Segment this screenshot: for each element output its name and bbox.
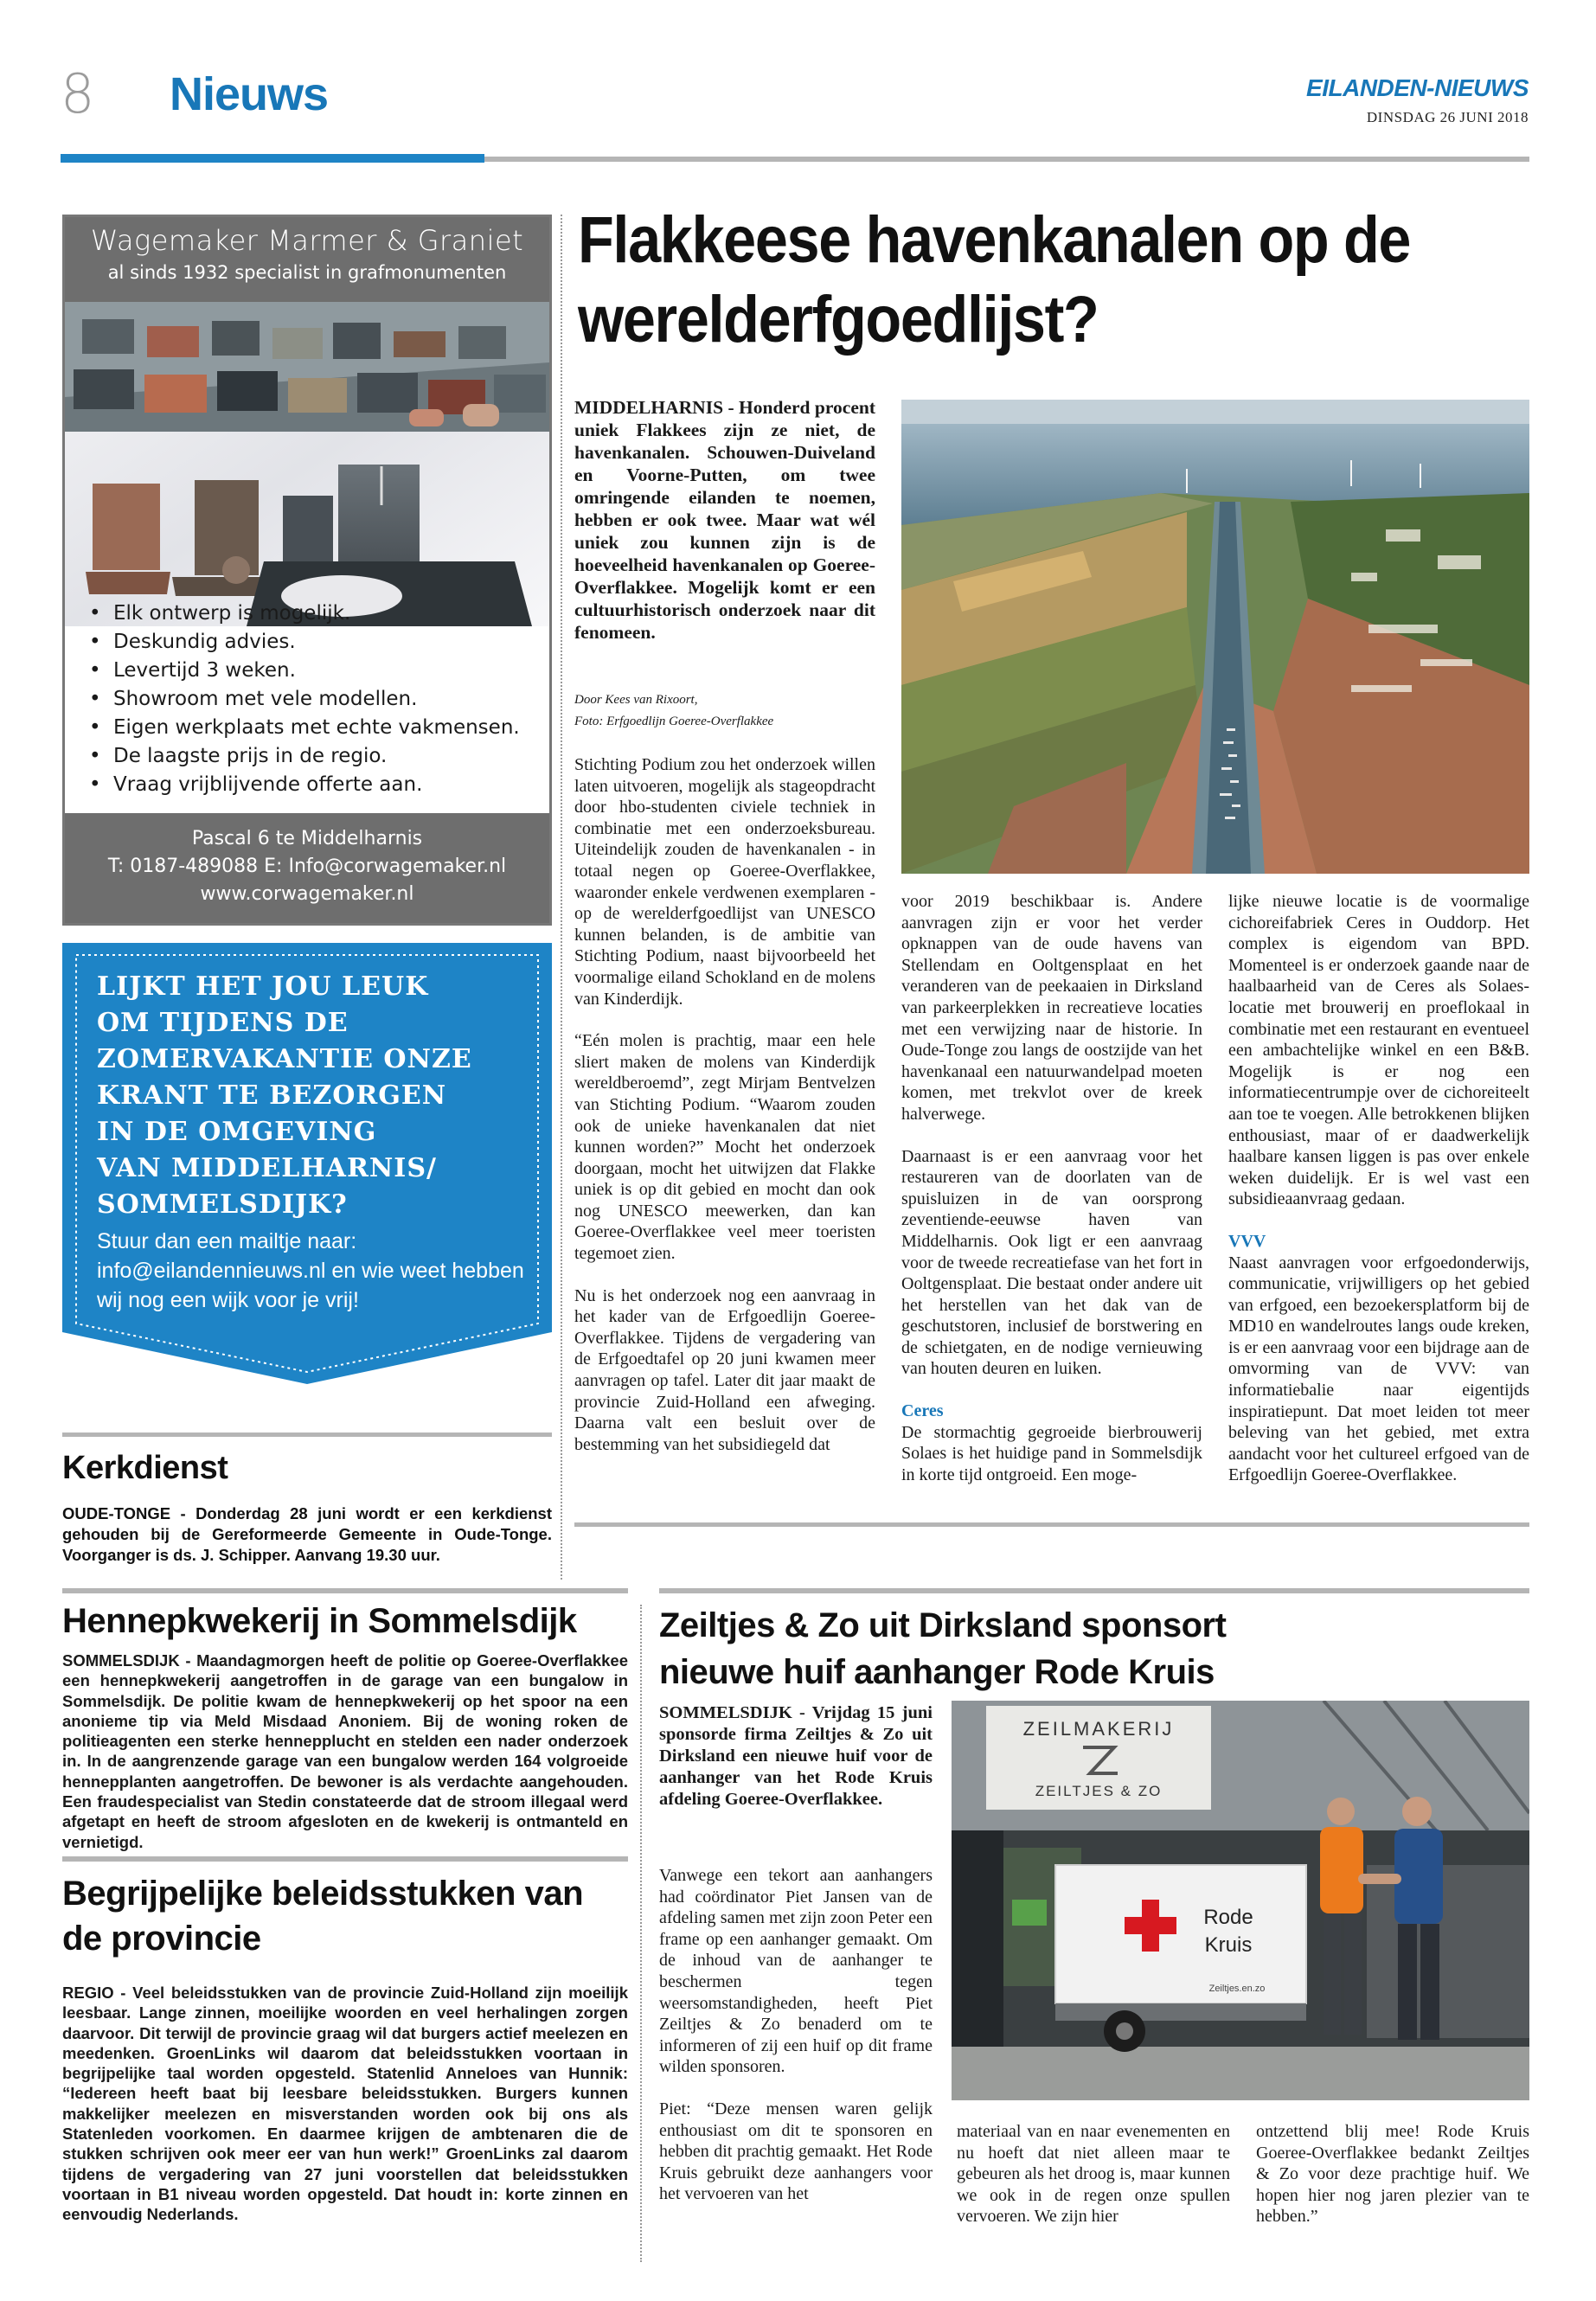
paragraph: ontzettend blij mee! Rode Kruis Goeree-Overflakkee bedankt Zeiltjes & Zo voor deze prachtige huif. We hopen hier nog jaren plezier van te hebben.” <box>1256 2122 1529 2227</box>
main-column-1 <box>574 754 875 1476</box>
ad-bullet: • De laagste prijs in de regio. <box>89 742 520 771</box>
article-end-rule <box>574 1522 1529 1527</box>
header-accent-rule <box>61 154 484 163</box>
subheading-vvv: VVV <box>1228 1231 1266 1251</box>
trailer-label-kruis: Kruis <box>1204 1933 1253 1957</box>
beleid-headline: Begrijpelijke beleidsstukken van de provincie <box>62 1875 584 1958</box>
zeiltjes-rule <box>659 1588 1529 1593</box>
ad-bullet: • Elk ontwerp is mogelijk. <box>89 599 520 628</box>
promo-heading-line: VAN MIDDELHARNIS/ <box>97 1153 437 1183</box>
ad-website: www.corwagemaker.nl <box>200 883 414 905</box>
photo-rode-kruis-trailer <box>952 1701 1529 2100</box>
zeiltjes-column-3 <box>1256 2121 1529 2248</box>
main-byline <box>574 689 875 733</box>
trailer-web: Zeiltjes.en.zo <box>1208 1984 1266 1994</box>
kerkdienst-body: OUDE-TONGE - Donderdag 28 juni wordt er een kerkdienst gehouden bij de Gereformeerde Gemeente in Oude-Tonge. Voorganger is ds. J. Schipper. Aanvang 19.30 uur. <box>62 1504 552 1564</box>
delivery-promo <box>62 943 552 1384</box>
subheading-ceres: Ceres <box>901 1401 944 1421</box>
sign-zeiltjes-zo: ZEILTJES & ZO <box>1035 1783 1163 1799</box>
promo-body: Stuur dan een mailtje naar: info@eilandennieuws.nl en wie weet hebben wij nog een wijk voor je vrij! <box>97 1229 524 1312</box>
paragraph: Vanwege een tekort aan aanhangers had coördinator Piet Jansen van de afdeling samen met zijn zoon Peter een frame op een aanhanger gemaakt. Om de inhoud van de aanhanger te beschermen tegen weersomstandigheden, heeft Piet Zeiltjes & Zo benaderd om te informeren of zij een huif op dit frame wilden sponsoren. <box>659 1866 933 2077</box>
ad-bullet: • Deskundig advies. <box>89 628 520 657</box>
paragraph: De stormachtig gegroeide bierbrouwerij Solaes is het huidige pand in Sommelsdijk in korte tijd ontgroeid. Een moge- <box>901 1422 1202 1484</box>
ad-photo-gravestones <box>65 302 549 626</box>
zeiltjes-lead: SOMMELSDIJK - Vrijdag 15 juni sponsorde firma Zeiltjes & Zo uit Dirksland een nieuwe huif voor de aanhanger van het Rode Kruis afdeling Goeree-Overflakkee. <box>659 1703 933 1809</box>
zeiltjes-column-1 <box>659 1865 933 2226</box>
paragraph: Daarnaast is er een aanvraag voor het restaureren van de doorlaten van de spuisluizen in de van oorsprong zeventiende-eeuwse haven van Middelharnis. Ook ligt er een aanvraag voor de tweede recreatiefase van het fort in Ooltgensplaat. Die bestaat onder andere uit het herstellen van het dak van de geschutstoren, inclusief de borstwering en de schietgaten, en de nodige vernieuwing van houten deuren en luiken. <box>901 1146 1202 1379</box>
promo-heading-line: SOMMELSDIJK? <box>97 1189 348 1220</box>
paragraph: Nu is het onderzoek nog een aanvraag in het kader van de Erfgoedlijn Goeree-Overflakkee. Tijdens de vergadering van de Erfgoedtafel op 20 juni kwamen meer aanvragen op tafel. Later dit jaar maakt de provincie Zuid-Holland een afweging. Daarna valt een besluit over de bestemming van het subsidiegeld dat <box>574 1285 875 1454</box>
beleid-body: REGIO - Veel beleidsstukken van de provincie Zuid-Holland zijn moeilijk leesbaar. Lange zinnen, moeilijke woorden en veel herhalingen zorgen daarvoor. Dit terwijl de provincie graag wil dat burgers actief meelezen en meedenken. GroenLinks wil daarom dat beleidsstukken voortaan in begrijpelijke taal worden opgesteld. Statenlid Anneloes van Hunnik: “Iedereen heeft baat bij leesbare beleidsstukken. Burgers kunnen makkelijker meelezen en misverstanden worden ook bij ons als Statenleden voorkomen. En daarmee krijgen de ambtenaren die de stukken schrijven ook meer eer van hun werk!” GroenLinks zal daarom tijdens de vergadering van 27 juni voorstellen dat beleidsstukken voortaan in B1 niveau worden opgesteld. Dat houdt in: korte zinnen en eenvoudig Nederlands. <box>62 1984 628 2224</box>
paragraph: materiaal van en naar evenementen en nu hoeft dat niet alleen maar te gebeuren als het droog is, maar kunnen we ook in de regen onze spullen vervoeren. We zijn hier <box>957 2122 1230 2227</box>
hennep-rule <box>62 1588 628 1593</box>
ad-bullet: • Levertijd 3 weken. <box>89 657 520 685</box>
zeiltjes-headline: Zeiltjes & Zo uit Dirksland sponsort nieuwe huif aanhanger Rode Kruis <box>659 1606 1227 1691</box>
paragraph: Stichting Podium zou het onderzoek willen laten uitvoeren, mogelijk als stageopdracht door hbo-studenten civiele techniek in combinatie met een onderzoeksbureau. Uiteindelijk zouden de havenkanalen - in totaal negen op Goeree-Overflakkee, waaronder enkele verdwenen exemplaren - op de werelderfgoedlijst van UNESCO kunnen belanden, is de ambitie van Stichting Podium, naast bijvoorbeeld het voormalige eiland Schokland en de molens van Kinderdijk. <box>574 755 875 1009</box>
promo-heading-line: KRANT TE BEZORGEN <box>97 1080 447 1111</box>
promo-heading-line: IN DE OMGEVING <box>97 1117 377 1147</box>
kerkdienst-heading: Kerkdienst <box>62 1450 228 1486</box>
brand-logo: EILANDEN-NIEUWS <box>1306 74 1529 101</box>
promo-text <box>97 969 529 1315</box>
paragraph: Naast aanvragen voor erfgoedonderwijs, communicatie, vrijwilligers op het gebied van erfgoed, een bezoekersplatform bij de MD10 en wandelroutes langs oude kreken, is er een aanvraag voor een bijdrage aan de omvorming van de VVV: van informatiebalie naar eigentijds inspiratiepunt. Dat moet leiden tot meer beleving van het gebied, met extra aandacht voor het cultureel erfgoed van de Erfgoedlijn Goeree-Overflakkee. <box>1228 1253 1529 1485</box>
paragraph: lijke nieuwe locatie is de voormalige cichoreifabriek Ceres in Ouddorp. Het complex is eigendom van BPD. Momenteel is er onderzoek gaande naar de haalbaarheid van de Ceres als Solaes-locatie met brouwerij en proeflokaal in combinatie met een restaurant en eventueel een ambachtelijke winkel en een B&B. Mogelijk is er nog een informatiecentrumpje over de cichoreiteelt aan toe te voegen. Alle betrokkenen blijken enthousiast, maar of er daadwerkelijk haalbare kansen liggen is pas over enkele weken duidelijk. Er is wel vast een subsidieaanvraag gedaan. <box>1228 892 1529 1209</box>
main-lead: MIDDELHARNIS - Honderd procent uniek Flakkees zijn ze niet, de havenkanalen. Schouwen-Duiveland en Voorne-Putten, om twee omringende eilanden te noemen, hebben er ook twee. Maar wat wél uniek zou kunnen zijn is de hoeveelheid havenkanalen op Goeree-Overflakkee. Mogelijk komt er een cultuurhistorisch onderzoek naar dit fenomeen. <box>574 397 875 643</box>
header-rule <box>484 157 1529 162</box>
hennep-headline: Hennepkwekerij in Sommelsdijk <box>62 1602 577 1640</box>
promo-heading-line: ZOMERVAKANTIE ONZE <box>97 1044 472 1074</box>
trailer-label-rode: Rode <box>1203 1906 1253 1929</box>
paragraph: Piet: “Deze mensen waren gelijk enthousiast om dit te sponsoren en hebben dit prachtig gemaakt. Het Rode Kruis gebruikt deze aanhangers voor het vervoeren van het <box>659 2099 933 2204</box>
ad-title: Wagemaker Marmer & Graniet <box>90 224 524 257</box>
ad-address: Pascal 6 te Middelharnis <box>191 828 423 849</box>
paragraph: “Eén molen is prachtig, maar een hele sliert maken de molens van Kinderdijk wereldberoemd”, zegt Mirjam Bentvelzen van Stichting Podium. “Waarom zouden ook de unieke havenkanalen dat niet kunnen worden?” Mocht het onderzoek doorgaan, mocht het uitwijzen dat Flakke uniek is op dit gebied en mocht dan ook nog UNESCO meewerken, dan kan Goeree-Overflakkee veel meer toeristen tegemoet zien. <box>574 1031 875 1264</box>
ad-phone-email: T: 0187-489088 E: Info@corwagemaker.nl <box>107 856 507 877</box>
wagemaker-advertisement <box>62 215 552 926</box>
promo-heading-line: OM TIJDENS DE <box>97 1008 349 1038</box>
zeiltjes-column-2 <box>957 2121 1230 2248</box>
main-column-3 <box>1228 891 1529 1507</box>
promo-heading <box>97 969 529 1223</box>
beleid-rule <box>62 1856 628 1862</box>
column-divider <box>561 215 562 1580</box>
promo-heading-line: LIJKT HET JOU LEUK <box>97 971 429 1002</box>
issue-date: DINSDAG 26 JUNI 2018 <box>1366 109 1529 125</box>
section-title: Nieuws <box>170 68 329 120</box>
ad-subtitle: al sinds 1932 specialist in grafmonumenten <box>107 262 507 283</box>
ad-bullet: • Showroom met vele modellen. <box>89 685 520 714</box>
author-credit: Door Kees van Rixoort, <box>574 693 698 707</box>
sign-zeilmakerij: ZEILMAKERIJ <box>1022 1718 1175 1740</box>
ad-bullet: • Vraag vrijblijvende offerte aan. <box>89 771 520 799</box>
column-divider <box>640 1605 642 2262</box>
ad-contact <box>65 813 549 923</box>
aerial-photo-havenkanaal <box>901 400 1529 874</box>
ad-bullet-list <box>89 599 520 799</box>
ad-bullet: • Eigen werkplaats met echte vakmensen. <box>89 714 520 742</box>
main-headline: Flakkeese havenkanalen op de werelderfgoedlijst? <box>578 203 1411 356</box>
paragraph: voor 2019 beschikbaar is. Andere aanvragen zijn er voor het verder opknappen van de oude havens van Stellendam en Ooltgensplaat en het veranderen van de peekaaien in Dirksland van parkeerplekken in recreatieve locaties met een verwijzing naar de historie. In Oude-Tonge zou langs de oostzijde van het havenkanaal een natuurwandelpad moeten komen, met trekvlot over de kreek halverwege. <box>901 892 1202 1124</box>
photo-credit: Foto: Erfgoedlijn Goeree-Overflakkee <box>574 715 774 728</box>
ad-header <box>65 217 549 302</box>
main-column-2 <box>901 891 1202 1506</box>
kerkdienst-rule <box>62 1433 552 1437</box>
page-number: 8 <box>61 62 95 125</box>
hennep-body: SOMMELSDIJK - Maandagmorgen heeft de politie op Goeree-Overflakkee een hennepkwekerij aangetroffen in de garage van een bungalow in Sommelsdijk. De politie kwam de hennepkwekerij op het spoor na een anonieme tip via Meld Misdaad Anoniem. Bij de woning roken de politieagenten een sterke hennepplucht en stelden een nader onderzoek in. In de aangrenzende garage van een bungalow werden 164 volgroeide hennepplanten aangetroffen. De bewoner is als verdachte aangehouden. Een fraudespecialist van Stedin constateerde dat de stroom illegaal werd afgetapt en heeft de stroom afgesloten en de kwekerij is ontmanteld en vernietigd. <box>62 1651 628 1851</box>
